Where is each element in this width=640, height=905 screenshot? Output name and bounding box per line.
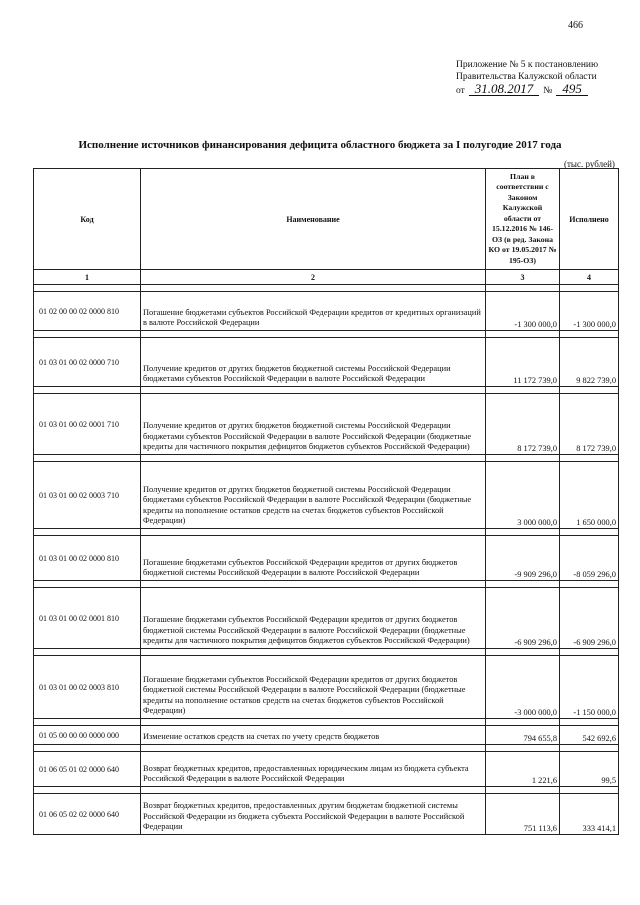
spacer-cell xyxy=(560,529,619,536)
table-body xyxy=(34,285,619,835)
spacer-cell xyxy=(486,331,560,338)
spacer-cell xyxy=(486,787,560,794)
column-number: 4 xyxy=(560,270,619,285)
spacer-cell xyxy=(560,455,619,462)
spacer-cell xyxy=(560,649,619,656)
units-label: (тыс. рублей) xyxy=(564,159,615,169)
column-number-row xyxy=(34,270,619,285)
spacer-cell xyxy=(486,455,560,462)
row-name: Возврат бюджетных кредитов, предоставленных юридическим лицам из бюджета субъекта Российской Федерации в валюте Российской Федерации xyxy=(141,752,486,787)
row-spacer xyxy=(34,787,619,794)
column-number: 3 xyxy=(486,270,560,285)
header-executed: Исполнено xyxy=(560,169,619,270)
row-executed: -1 150 000,0 xyxy=(560,656,619,719)
spacer-cell xyxy=(486,581,560,588)
document-title: Исполнение источников финансирования дефицита областного бюджета за I полугодие 2017 года xyxy=(78,139,562,151)
table-row xyxy=(34,338,619,387)
spacer-cell xyxy=(560,331,619,338)
header-code: Код xyxy=(34,169,141,270)
page-number: 466 xyxy=(568,20,583,31)
spacer-cell xyxy=(34,455,141,462)
table-row xyxy=(34,794,619,835)
spacer-cell xyxy=(141,649,486,656)
row-name: Погашение бюджетами субъектов Российской Федерации кредитов от других бюджетов бюджетной системы Российской Федерации в валюте Российской Федерации xyxy=(141,536,486,581)
spacer-cell xyxy=(141,455,486,462)
row-code: 01 06 05 02 02 0000 640 xyxy=(34,794,141,835)
table-row xyxy=(34,462,619,529)
row-executed: 9 822 739,0 xyxy=(560,338,619,387)
row-code: 01 05 00 00 00 0000 000 xyxy=(34,726,141,745)
spacer-cell xyxy=(486,719,560,726)
row-code: 01 03 01 00 02 0000 710 xyxy=(34,338,141,387)
row-plan: 11 172 739,0 xyxy=(486,338,560,387)
row-plan: -3 000 000,0 xyxy=(486,656,560,719)
row-code: 01 03 01 00 02 0001 810 xyxy=(34,588,141,649)
spacer-cell xyxy=(560,581,619,588)
spacer-cell xyxy=(141,387,486,394)
appendix-header xyxy=(456,59,598,97)
row-name: Погашение бюджетами субъектов Российской Федерации кредитов от других бюджетов бюджетной системы Российской Федерации в валюте Российской Федерации (бюджетные кредиты на пополнение остатков средств на счетах бюджетов субъектов Российской Федерации) xyxy=(141,656,486,719)
spacer-cell xyxy=(486,387,560,394)
appendix-line-1: Приложение № 5 к постановлению xyxy=(456,60,599,70)
number-prefix: № xyxy=(543,86,553,96)
row-name: Изменение остатков средств на счетах по учету средств бюджетов xyxy=(141,726,486,745)
row-executed: 333 414,1 xyxy=(560,794,619,835)
spacer-cell xyxy=(34,649,141,656)
spacer-cell xyxy=(34,787,141,794)
spacer-cell xyxy=(486,529,560,536)
row-name: Возврат бюджетных кредитов, предоставленных другим бюджетам бюджетной системы Российской Федерации из бюджета субъекта Российской Федерации в валюте Российской Федерации xyxy=(141,794,486,835)
spacer-cell xyxy=(34,719,141,726)
row-code: 01 03 01 00 02 0000 810 xyxy=(34,536,141,581)
row-name: Погашение бюджетами субъектов Российской Федерации кредитов от кредитных организаций в валюте Российской Федерации xyxy=(141,292,486,331)
row-plan: 751 113,6 xyxy=(486,794,560,835)
spacer-cell xyxy=(34,331,141,338)
row-executed: 8 172 739,0 xyxy=(560,394,619,455)
row-name: Получение кредитов от других бюджетов бюджетной системы Российской Федерации бюджетами субъектов Российской Федерации в валюте Российской Федерации xyxy=(141,338,486,387)
spacer-cell xyxy=(486,745,560,752)
row-executed: -6 909 296,0 xyxy=(560,588,619,649)
spacer-cell xyxy=(141,745,486,752)
row-name: Получение кредитов от других бюджетов бюджетной системы Российской Федерации бюджетами субъектов Российской Федерации в валюте Российской Федерации (бюджетные кредиты для частичного покрытия дефицитов бюджетов субъектов Российской Федерации) xyxy=(141,394,486,455)
row-name: Получение кредитов от других бюджетов бюджетной системы Российской Федерации бюджетами субъектов Российской Федерации в валюте Российской Федерации (бюджетные кредиты на пополнение остатков средств на счетах бюджетов субъектов Российской Федерации) xyxy=(141,462,486,529)
table-row xyxy=(34,536,619,581)
row-code: 01 03 01 00 02 0003 710 xyxy=(34,462,141,529)
table-row xyxy=(34,752,619,787)
row-executed: -8 059 296,0 xyxy=(560,536,619,581)
date-prefix: от xyxy=(456,86,465,96)
row-executed: 99,5 xyxy=(560,752,619,787)
table-row xyxy=(34,292,619,331)
row-plan: -6 909 296,0 xyxy=(486,588,560,649)
decree-date: 31.08.2017 xyxy=(469,83,540,96)
row-executed: 542 692,6 xyxy=(560,726,619,745)
table-row xyxy=(34,726,619,745)
spacer-cell xyxy=(141,529,486,536)
spacer-cell xyxy=(34,529,141,536)
spacer-cell xyxy=(141,331,486,338)
row-spacer xyxy=(34,387,619,394)
row-spacer xyxy=(34,529,619,536)
appendix-line-3 xyxy=(456,83,598,97)
spacer-cell xyxy=(560,285,619,292)
row-plan: 1 221,6 xyxy=(486,752,560,787)
spacer-cell xyxy=(34,581,141,588)
row-code: 01 02 00 00 02 0000 810 xyxy=(34,292,141,331)
table-header-row xyxy=(34,169,619,270)
row-spacer xyxy=(34,745,619,752)
spacer-cell xyxy=(560,387,619,394)
table-row xyxy=(34,656,619,719)
row-code: 01 06 05 01 02 0000 640 xyxy=(34,752,141,787)
decree-number: 495 xyxy=(556,83,588,96)
row-spacer xyxy=(34,649,619,656)
row-code: 01 03 01 00 02 0001 710 xyxy=(34,394,141,455)
row-plan: 3 000 000,0 xyxy=(486,462,560,529)
spacer-cell xyxy=(560,787,619,794)
spacer-cell xyxy=(560,719,619,726)
row-code: 01 03 01 00 02 0003 810 xyxy=(34,656,141,719)
appendix-line-2: Правительства Калужской области xyxy=(456,72,597,82)
row-plan: 794 655,8 xyxy=(486,726,560,745)
row-spacer xyxy=(34,331,619,338)
row-plan: 8 172 739,0 xyxy=(486,394,560,455)
spacer-cell xyxy=(141,581,486,588)
row-executed: 1 650 000,0 xyxy=(560,462,619,529)
column-number: 2 xyxy=(141,270,486,285)
row-plan: -9 909 296,0 xyxy=(486,536,560,581)
row-plan: -1 300 000,0 xyxy=(486,292,560,331)
budget-table xyxy=(33,168,619,835)
spacer-cell xyxy=(486,285,560,292)
spacer-cell xyxy=(34,285,141,292)
spacer-cell xyxy=(141,787,486,794)
spacer-cell xyxy=(141,285,486,292)
table-row xyxy=(34,588,619,649)
spacer-cell xyxy=(486,649,560,656)
column-number: 1 xyxy=(34,270,141,285)
spacer-cell xyxy=(560,745,619,752)
spacer-cell xyxy=(141,719,486,726)
row-spacer xyxy=(34,719,619,726)
row-spacer xyxy=(34,285,619,292)
table-row xyxy=(34,394,619,455)
header-name: Наименование xyxy=(141,169,486,270)
spacer-cell xyxy=(34,387,141,394)
row-spacer xyxy=(34,581,619,588)
row-spacer xyxy=(34,455,619,462)
spacer-cell xyxy=(34,745,141,752)
header-plan: План в соответствии с Законом Калужской области от 15.12.2016 № 146-ОЗ (в ред. Закона КО от 19.05.2017 № 195-ОЗ) xyxy=(486,169,560,270)
row-name: Погашение бюджетами субъектов Российской Федерации кредитов от других бюджетов бюджетной системы Российской Федерации в валюте Российской Федерации (бюджетные кредиты для частичного покрытия дефицитов бюджетов субъектов Российской Федерации) xyxy=(141,588,486,649)
row-executed: -1 300 000,0 xyxy=(560,292,619,331)
